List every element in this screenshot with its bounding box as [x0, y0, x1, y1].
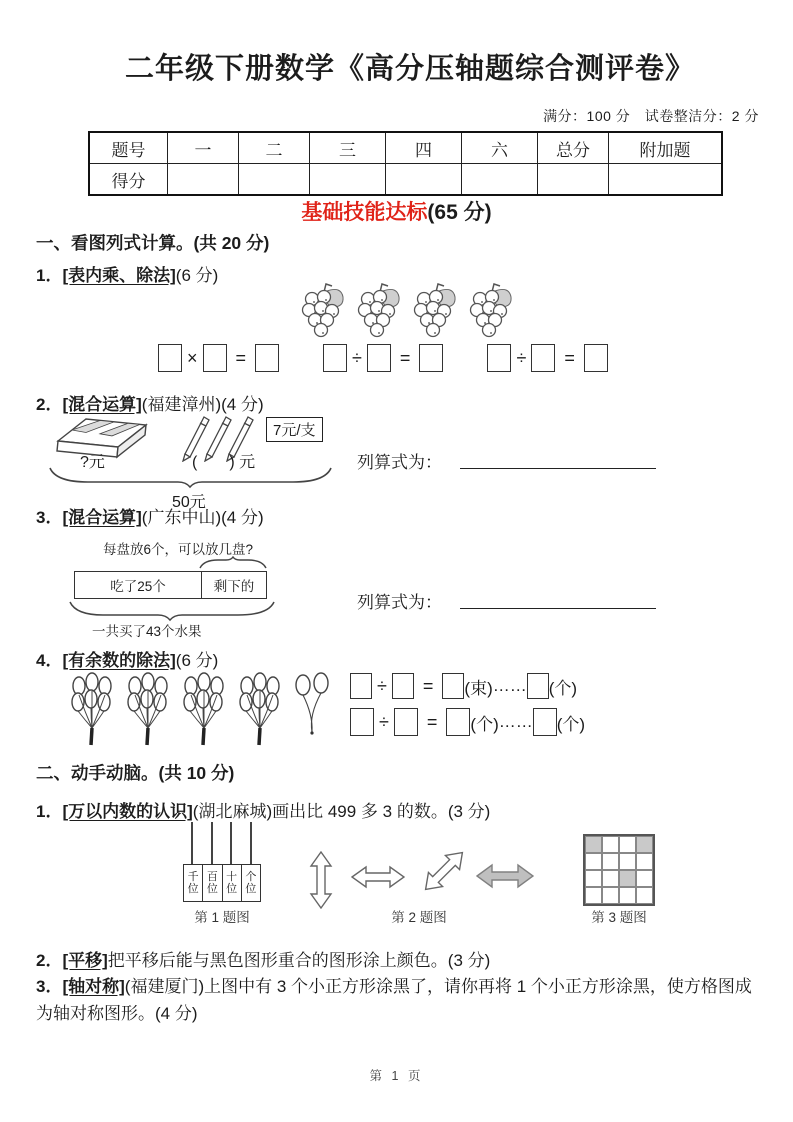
question-suffix: 把平移后能与黑色图形重合的图形涂上颜色。(3 分)	[107, 951, 491, 970]
double-arrow-diagonal-icon	[415, 842, 473, 900]
part2-q1-line	[36, 797, 490, 822]
q3-total-label: 一共买了43个水果	[92, 624, 202, 639]
answer-blank	[460, 588, 656, 609]
place-label: 千位	[187, 870, 199, 895]
question-number: 4．	[36, 651, 63, 670]
double-arrow-vertical-icon	[309, 851, 333, 909]
grid-cell	[619, 853, 636, 870]
answer-box	[158, 344, 182, 372]
score-empty-cell	[239, 164, 310, 196]
grid-cell	[636, 887, 653, 904]
equals-sign: =	[235, 347, 247, 368]
abacus-rod-icon	[250, 822, 252, 864]
q1-equation-row	[158, 344, 608, 372]
answer-blank	[460, 448, 656, 469]
abacus-rod-icon	[191, 822, 193, 864]
under-brace-icon	[48, 466, 333, 490]
score-table-score-row	[89, 164, 722, 196]
unit-label: (个)	[470, 714, 499, 734]
question-number: 1．	[36, 266, 63, 285]
question-suffix: (福建漳州)(4 分)	[141, 395, 264, 414]
answer-box	[446, 708, 470, 736]
unit-label: (束)	[464, 678, 493, 698]
double-arrow-horizontal-filled-icon	[476, 861, 534, 891]
answer-box	[350, 673, 372, 699]
balloon-bunch-icon	[66, 670, 120, 750]
bar-segment-left: 剩下的	[213, 579, 255, 594]
answer-box	[323, 344, 347, 372]
figure1-caption: 第 1 题图	[194, 910, 250, 925]
question-number: 1．	[36, 802, 63, 821]
part1-q4-line	[36, 646, 218, 671]
score-table	[88, 131, 723, 196]
question-suffix: (6 分)	[175, 651, 219, 670]
question-number: 2．	[36, 395, 63, 414]
q4-equations	[350, 668, 585, 740]
q3-bar-model	[74, 571, 267, 599]
part1-q1-line	[36, 261, 218, 286]
question-tag: [混合运算]	[62, 508, 142, 527]
price-tag: 7元/支	[266, 417, 323, 442]
q3-question-text: 每盘放6个，可以放几盘?	[103, 542, 254, 557]
figure3-caption: 第 3 题图	[591, 910, 647, 925]
double-arrow-diagonal-shape	[415, 842, 473, 900]
answer-box	[394, 708, 418, 736]
grid-cell	[636, 836, 653, 853]
question-suffix: (湖北麻城)画出比 499 多 3 的数。(3 分)	[192, 802, 491, 821]
question-tag: [表内乘、除法]	[62, 266, 176, 285]
part2-q3-line	[36, 973, 760, 1027]
grid-cell	[619, 870, 636, 887]
unit-label: (个)	[548, 678, 578, 698]
question-tag: [混合运算]	[62, 395, 142, 414]
divide-operator: ÷	[379, 711, 389, 732]
balloon-bunch-icon	[122, 670, 176, 750]
grid-cell	[619, 887, 636, 904]
score-table-cell: 二	[239, 132, 310, 164]
question-number: 3．	[36, 977, 63, 996]
answer-box	[533, 708, 557, 736]
balloon-pair-icon	[290, 670, 334, 750]
grape-row	[298, 282, 518, 340]
pencil-case-price-label: ?元	[80, 454, 105, 471]
figure2-caption: 第 2 题图	[391, 910, 447, 925]
under-brace-icon	[68, 600, 276, 622]
answer-prompt: 列算式为：	[357, 453, 442, 472]
place-value-cell	[242, 865, 260, 901]
unit-label: (个)	[556, 714, 586, 734]
pens-price-label: ( ) 元	[192, 454, 256, 471]
question-suffix: (6 分)	[175, 266, 219, 285]
grid-cell	[619, 836, 636, 853]
score-table-cell: 题号	[89, 132, 168, 164]
divide-operator: ÷	[516, 347, 527, 368]
question-number: 2．	[36, 951, 63, 970]
grid-cell	[602, 853, 619, 870]
grape-bunch-icon	[298, 282, 350, 340]
question-tag: [有余数的除法]	[62, 651, 176, 670]
score-table-cell: 四	[386, 132, 462, 164]
bar-segment-eaten: 吃了25个	[75, 572, 202, 598]
score-empty-cell	[538, 164, 609, 196]
answer-box	[367, 344, 391, 372]
place-value-cell	[184, 865, 203, 901]
part2-q2-line	[36, 946, 490, 971]
abacus-rod-icon	[211, 822, 213, 864]
grid-cell	[585, 836, 602, 853]
place-value-cell	[203, 865, 222, 901]
grape-bunch-icon	[466, 282, 518, 340]
score-table-cell: 总分	[538, 132, 609, 164]
answer-box	[527, 673, 549, 699]
question-suffix: (广东中山)(4 分)	[141, 508, 264, 527]
answer-box	[419, 344, 443, 372]
question-tag: [万以内数的认识]	[62, 802, 193, 821]
over-brace-icon	[198, 556, 268, 570]
q4-equation-line1	[350, 668, 585, 704]
grid-cell	[636, 853, 653, 870]
grid-cell	[585, 870, 602, 887]
score-empty-cell	[462, 164, 538, 196]
score-note: 满分：100 分 试卷整洁分：2 分	[543, 108, 759, 124]
total-price-label: 50元	[172, 494, 206, 511]
banner-highlight: 基础技能达标	[301, 201, 428, 224]
remainder-dots: ……	[492, 676, 527, 695]
part1-heading: 一、看图列式计算。(共 20 分)	[36, 233, 270, 253]
grape-bunch-icon	[354, 282, 406, 340]
part2-heading: 二、动手动脑。(共 10 分)	[36, 763, 235, 783]
score-table-header-row	[89, 132, 722, 164]
score-table-cell: 一	[168, 132, 239, 164]
answer-box	[584, 344, 608, 372]
equals-sign: =	[422, 675, 434, 696]
multiply-operator: ×	[187, 347, 198, 368]
divide-operator: ÷	[352, 347, 362, 368]
score-empty-cell	[609, 164, 723, 196]
balloon-bunch-icon	[234, 670, 288, 750]
score-table-cell: 六	[462, 132, 538, 164]
answer-box	[487, 344, 511, 372]
balloon-row	[66, 670, 334, 750]
grid-cell	[585, 887, 602, 904]
page-title: 二年级下册数学《高分压轴题综合测评卷》	[124, 53, 695, 85]
place-label: 百位	[206, 870, 218, 895]
equals-sign: =	[426, 711, 438, 732]
banner-suffix: (65 分)	[427, 201, 492, 224]
score-row-label: 得分	[89, 164, 168, 196]
remainder-dots: ……	[498, 712, 533, 731]
question-number: 3．	[36, 508, 63, 527]
score-table-cell: 附加题	[609, 132, 723, 164]
place-label: 个位	[245, 870, 257, 895]
answer-box	[442, 673, 464, 699]
grid-cell	[602, 870, 619, 887]
section-banner	[0, 196, 793, 226]
score-empty-cell	[386, 164, 462, 196]
place-label: 十位	[226, 870, 238, 895]
grid-cell	[602, 887, 619, 904]
question-tag: [轴对称]	[62, 977, 125, 996]
equals-sign: =	[564, 347, 575, 368]
question-tag: [平移]	[62, 951, 108, 970]
answer-box	[350, 708, 374, 736]
place-value-box	[183, 864, 261, 902]
abacus-rod-icon	[230, 822, 232, 864]
score-table-cell: 三	[310, 132, 386, 164]
answer-box	[255, 344, 279, 372]
place-value-cell	[223, 865, 242, 901]
divide-operator: ÷	[377, 675, 387, 696]
balloon-bunch-icon	[178, 670, 232, 750]
answer-box	[392, 673, 414, 699]
equals-sign: =	[399, 347, 411, 368]
answer-box	[531, 344, 555, 372]
place-value-chart	[183, 822, 261, 926]
double-arrow-horizontal-icon	[351, 864, 405, 890]
grid-cell	[602, 836, 619, 853]
answer-prompt: 列算式为：	[357, 593, 442, 612]
question-suffix: (福建厦门)上图中有 3 个小正方形涂黑了，请你再将 1 个小正方形涂黑，使方格图成为轴对称图形。(4 分)	[36, 977, 752, 1023]
answer-box	[203, 344, 227, 372]
score-empty-cell	[168, 164, 239, 196]
answer-grid	[583, 834, 655, 906]
score-empty-cell	[310, 164, 386, 196]
grid-cell	[636, 870, 653, 887]
grape-bunch-icon	[410, 282, 462, 340]
part1-q3-line	[36, 503, 264, 528]
page-footer: 第 1 页	[369, 1069, 424, 1083]
q4-equation-line2	[350, 704, 585, 740]
grid-cell	[585, 853, 602, 870]
